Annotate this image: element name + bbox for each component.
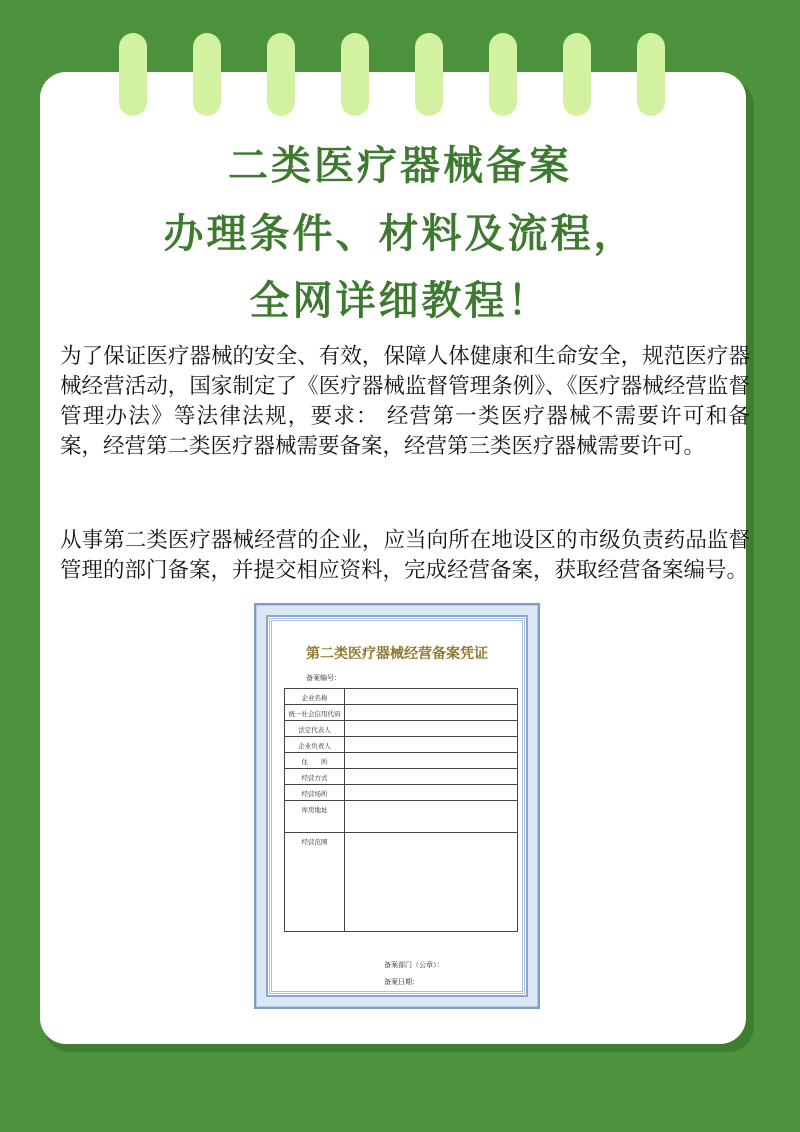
binder-ring (341, 33, 369, 116)
binder-ring (563, 33, 591, 116)
certificate-row-label: 经营方式 (285, 769, 345, 784)
certificate-row (285, 769, 517, 785)
certificate-row-label: 法定代表人 (285, 721, 345, 736)
certificate-row-label: 库房地址 (285, 801, 345, 832)
certificate-row-label: 经营范围 (285, 833, 345, 931)
certificate-row-label: 经营场所 (285, 785, 345, 800)
certificate-row (285, 705, 517, 721)
filing-paragraph: 从事第二类医疗器械经营的企业，应当向所在地设区的市级负责药品监督管理的部门备案，并提交相应资料，完成经营备案，获取经营备案编号。 (60, 528, 750, 583)
certificate-row-label: 住 所 (285, 753, 345, 768)
certificate-date-label: 备案日期： (384, 978, 419, 986)
certificate-table (284, 688, 518, 932)
binder-ring (637, 33, 665, 116)
certificate-row-label: 企业名称 (285, 689, 345, 704)
binder-ring (415, 33, 443, 116)
binder-ring (193, 33, 221, 116)
certificate-row (285, 737, 517, 753)
certificate-row-label: 统一社会信用代码 (285, 705, 345, 720)
certificate-title: 第二类医疗器械经营备案凭证 (306, 646, 488, 662)
certificate-number-label: 备案编号： (306, 674, 341, 682)
certificate-sheet (266, 615, 528, 997)
certificate-row (285, 801, 517, 833)
certificate-dept-label: 备案部门（公章）： (384, 961, 444, 969)
title-line-1: 二类医疗器械备案 (228, 142, 572, 189)
certificate-row (285, 689, 517, 705)
intro-paragraph: 为了保证医疗器械的安全、有效，保障人体健康和生命安全，规范医疗器械经营活动，国家制定了《医疗器械监督管理条例》、《医疗器械经营监督管理办法》等法律法规，要求： 经营第一类医疗器械不需要许可和备案，经营第二类医疗器械需要备案，经营第三类医疗器械需要许可。 (60, 344, 750, 459)
certificate-row (285, 721, 517, 737)
binder-ring (489, 33, 517, 116)
binder-ring (267, 33, 295, 116)
certificate-row (285, 833, 517, 931)
binder-ring (119, 33, 147, 116)
certificate-row (285, 753, 517, 769)
title-line-3: 全网详细教程！ (249, 277, 551, 324)
certificate-row-label: 企业负责人 (285, 737, 345, 752)
certificate-row (285, 785, 517, 801)
title-line-2: 办理条件、材料及流程， (163, 210, 637, 257)
certificate-image (254, 603, 540, 1009)
